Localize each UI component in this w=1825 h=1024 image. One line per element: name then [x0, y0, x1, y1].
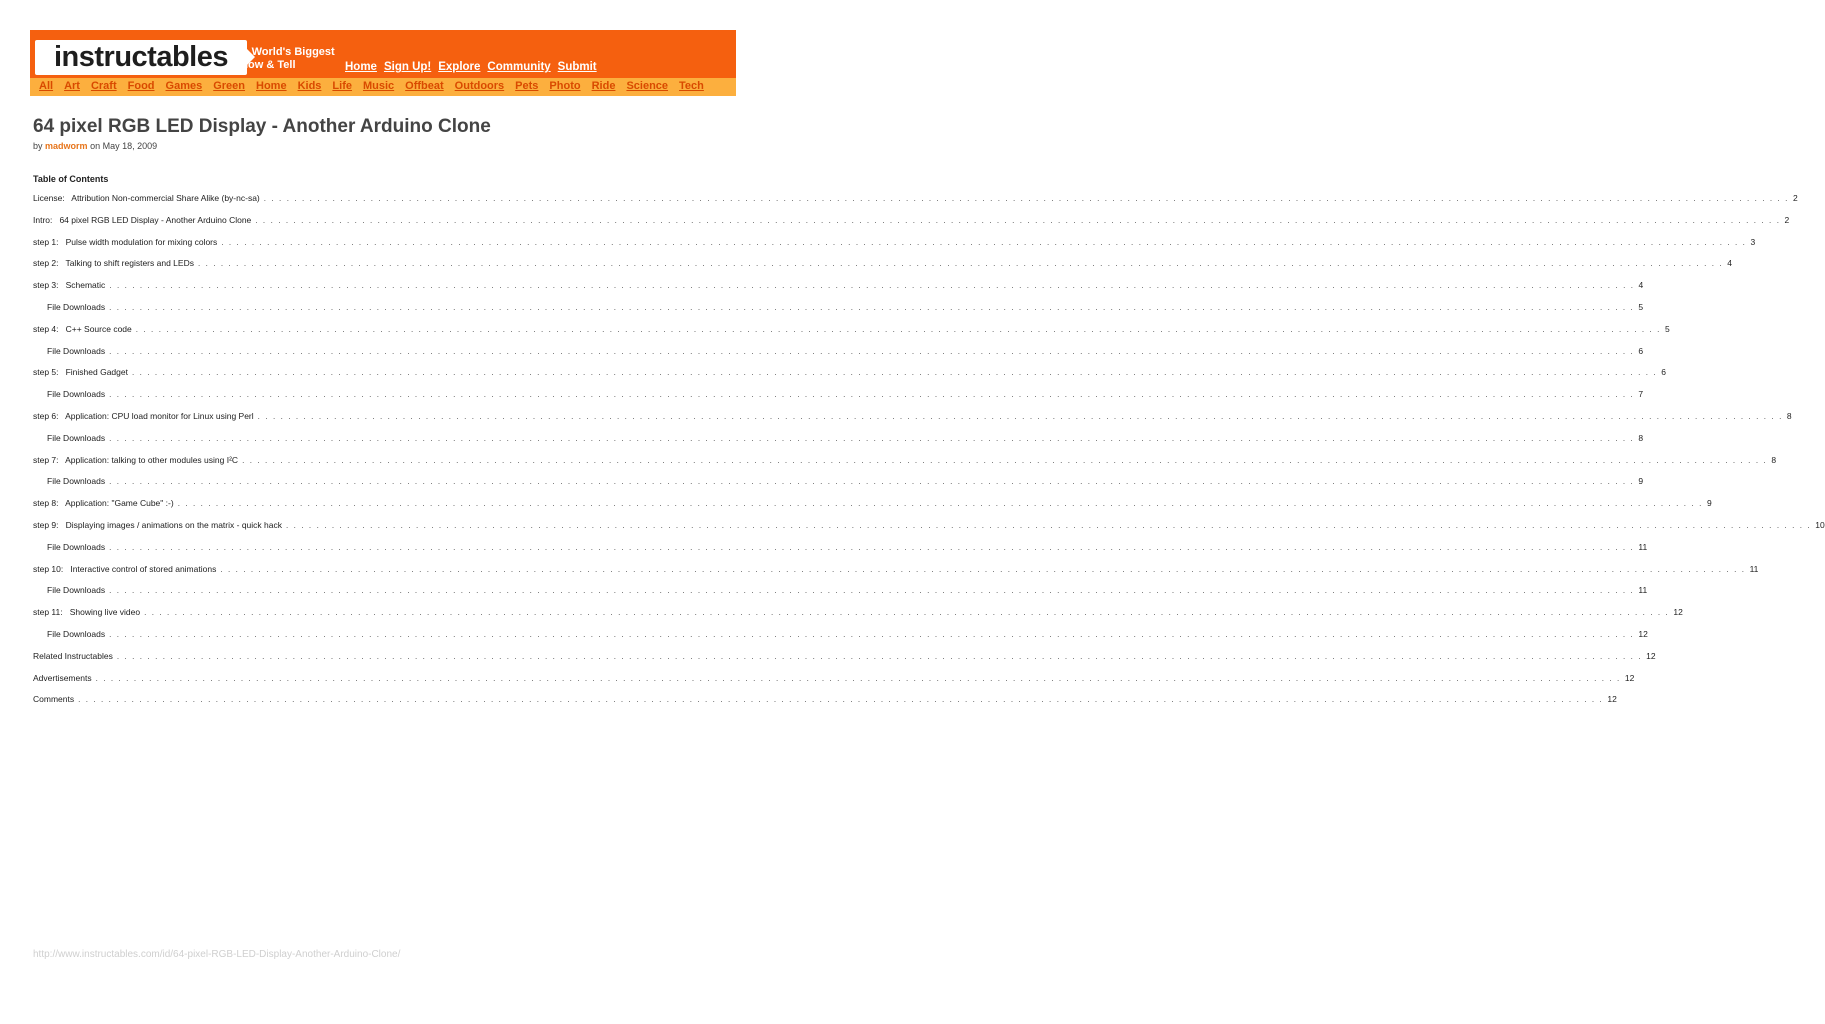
toc-entry-label: step 9: Displaying images / animations on the matrix - quick hack	[33, 519, 282, 530]
toc-leader-dots: . . . . . . . . . . . . . . . . . . . . . . . . . . . . . . . . . . . . . . . . . . . . . . . . . . . . . . . . . . . . . . . . . . . . . . . . . . . . . . . . . . . . . . . . . . . . . . . . . . . . . . . . . . . . . . . . . . . . . . . . . . . . . . . . . . . . . . . . . . . . . . . . . . . . . . . . . . . . . . . . . . . . . . . . . . . . . . . . . . . . . . . . . . . . . . . . . . . . . . . .	[131, 368, 1658, 378]
toc-leader-dots: . . . . . . . . . . . . . . . . . . . . . . . . . . . . . . . . . . . . . . . . . . . . . . . . . . . . . . . . . . . . . . . . . . . . . . . . . . . . . . . . . . . . . . . . . . . . . . . . . . . . . . . . . . . . . . . . . . . . . . . . . . . . . . . . . . . . . . . . . . . . . . . . . . . . . . . . . . . . . . . . . . . . . . . . . . . . . . . . . . . . . . . . . . . . . . . . . . . . . . . .	[285, 520, 1812, 530]
toc-entry-label: step 4: C++ Source code	[33, 323, 132, 334]
toc-entry-label: License: Attribution Non-commercial Share Alike (by-nc-sa)	[33, 193, 260, 203]
toc-leader-dots: . . . . . . . . . . . . . . . . . . . . . . . . . . . . . . . . . . . . . . . . . . . . . . . . . . . . . . . . . . . . . . . . . . . . . . . . . . . . . . . . . . . . . . . . . . . . . . . . . . . . . . . . . . . . . . . . . . . . . . . . . . . . . . . . . . . . . . . . . . . . . . . . . . . . . . . . . . . . . . . . . . . . . . . . . . . . . . . . . . . . . . . . . . . . . . . . . . . . . . . .	[109, 629, 1635, 639]
toc-entry[interactable]	[33, 498, 1712, 520]
toc-entry[interactable]	[33, 650, 1656, 673]
toc-page-number: 11	[1638, 585, 1648, 596]
toc-page-number: 11	[1749, 563, 1759, 574]
toc-entry-label: step 3: Schematic	[33, 280, 106, 291]
toc-entry[interactable]	[33, 236, 1756, 259]
toc-leader-dots: . . . . . . . . . . . . . . . . . . . . . . . . . . . . . . . . . . . . . . . . . . . . . . . . . . . . . . . . . . . . . . . . . . . . . . . . . . . . . . . . . . . . . . . . . . . . . . . . . . . . . . . . . . . . . . . . . . . . . . . . . . . . . . . . . . . . . . . . . . . . . . . . . . . . . . . . . . . . . . . . . . . . . . . . . . . . . . . . . . . . . . . . . . . . . . . . . . . . . . . .	[109, 433, 1635, 443]
toc-entry-label: step 10: Interactive control of stored animations	[33, 563, 217, 574]
toc-page-number: 7	[1638, 389, 1644, 400]
category-link-photo[interactable]: Photo	[549, 80, 581, 92]
instructables-logo[interactable]	[35, 40, 247, 75]
toc-entry[interactable]	[33, 214, 1790, 237]
toc-entry[interactable]	[33, 389, 1644, 411]
toc-entry-label: Comments	[33, 694, 75, 705]
toc-entry-label: File Downloads	[47, 476, 106, 487]
nav-link-submit[interactable]: Submit	[557, 61, 597, 73]
toc-entry[interactable]	[33, 258, 1732, 280]
nav-link-explore[interactable]: Explore	[438, 61, 481, 73]
toc-leader-dots: . . . . . . . . . . . . . . . . . . . . . . . . . . . . . . . . . . . . . . . . . . . . . . . . . . . . . . . . . . . . . . . . . . . . . . . . . . . . . . . . . . . . . . . . . . . . . . . . . . . . . . . . . . . . . . . . . . . . . . . . . . . . . . . . . . . . . . . . . . . . . . . . . . . . . . . . . . . . . . . . . . . . . . . . . . . . . . . . . . . . . . . . . . . . . . . . . . . . . . . .	[109, 302, 1635, 312]
toc-page-number: 12	[1624, 672, 1635, 683]
toc-entry-label: step 6: Application: CPU load monitor for Linux using Perl	[33, 410, 254, 421]
toc-entry[interactable]	[33, 345, 1644, 368]
toc-leader-dots: . . . . . . . . . . . . . . . . . . . . . . . . . . . . . . . . . . . . . . . . . . . . . . . . . . . . . . . . . . . . . . . . . . . . . . . . . . . . . . . . . . . . . . . . . . . . . . . . . . . . . . . . . . . . . . . . . . . . . . . . . . . . . . . . . . . . . . . . . . . . . . . . . . . . . . . . . . . . . . . . . . . . . . . . . . . . . . . . . . . . . . . . . . . . . . . . . . . . . . . .	[197, 259, 1724, 269]
category-link-art[interactable]: Art	[64, 80, 80, 92]
toc-page-number: 12	[1638, 628, 1648, 639]
toc-entry-label: File Downloads	[47, 389, 106, 400]
article-title: 64 pixel RGB LED Display - Another Arduino Clone	[33, 116, 491, 137]
toc-entry[interactable]	[33, 454, 1777, 477]
toc-entry[interactable]	[33, 193, 1798, 215]
byline	[33, 141, 157, 151]
toc-leader-dots: . . . . . . . . . . . . . . . . . . . . . . . . . . . . . . . . . . . . . . . . . . . . . . . . . . . . . . . . . . . . . . . . . . . . . . . . . . . . . . . . . . . . . . . . . . . . . . . . . . . . . . . . . . . . . . . . . . . . . . . . . . . . . . . . . . . . . . . . . . . . . . . . . . . . . . . . . . . . . . . . . . . . . . . . . . . . . . . . . . . . . . . . . . . . . . . . . . . . . . . .	[109, 477, 1635, 487]
toc-leader-dots: . . . . . . . . . . . . . . . . . . . . . . . . . . . . . . . . . . . . . . . . . . . . . . . . . . . . . . . . . . . . . . . . . . . . . . . . . . . . . . . . . . . . . . . . . . . . . . . . . . . . . . . . . . . . . . . . . . . . . . . . . . . . . . . . . . . . . . . . . . . . . . . . . . . . . . . . . . . . . . . . . . . . . . . . . . . . . . . . . . . . . . . . . . . . . . . . . . . . . . . .	[109, 586, 1635, 596]
toc-leader-dots: . . . . . . . . . . . . . . . . . . . . . . . . . . . . . . . . . . . . . . . . . . . . . . . . . . . . . . . . . . . . . . . . . . . . . . . . . . . . . . . . . . . . . . . . . . . . . . . . . . . . . . . . . . . . . . . . . . . . . . . . . . . . . . . . . . . . . . . . . . . . . . . . . . . . . . . . . . . . . . . . . . . . . . . . . . . . . . . . . . . . . . . . . . . . . . . . . . . . . . . .	[109, 542, 1635, 552]
category-link-all[interactable]: All	[39, 80, 54, 92]
toc-page-number: 2	[1784, 214, 1790, 225]
table-of-contents	[33, 193, 1825, 716]
toc-entry-label: File Downloads	[47, 585, 106, 596]
top-navigation	[345, 61, 597, 73]
toc-page-number: 3	[1750, 236, 1756, 247]
toc-entry-label: File Downloads	[47, 345, 106, 356]
toc-entry-label: step 5: Finished Gadget	[33, 367, 128, 378]
toc-page-number: 2	[1793, 193, 1798, 203]
toc-entry[interactable]	[33, 432, 1644, 455]
toc-entry[interactable]	[33, 280, 1644, 302]
category-bar	[30, 78, 736, 96]
toc-entry[interactable]	[33, 672, 1635, 695]
toc-entry[interactable]	[33, 410, 1792, 433]
category-link-life[interactable]: Life	[332, 80, 352, 92]
toc-page-number: 9	[1706, 498, 1712, 509]
toc-page-number: 8	[1786, 410, 1792, 421]
toc-entry-label: step 1: Pulse width modulation for mixing colors	[33, 236, 218, 247]
toc-leader-dots: . . . . . . . . . . . . . . . . . . . . . . . . . . . . . . . . . . . . . . . . . . . . . . . . . . . . . . . . . . . . . . . . . . . . . . . . . . . . . . . . . . . . . . . . . . . . . . . . . . . . . . . . . . . . . . . . . . . . . . . . . . . . . . . . . . . . . . . . . . . . . . . . . . . . . . . . . . . . . . . . . . . . . . . . . . . . . . . . . . . . . . . . . . . . . . . . . . . . . . . .	[257, 411, 1783, 421]
toc-page-number: 11	[1638, 541, 1648, 552]
toc-page-number: 12	[1607, 694, 1617, 705]
toc-leader-dots: . . . . . . . . . . . . . . . . . . . . . . . . . . . . . . . . . . . . . . . . . . . . . . . . . . . . . . . . . . . . . . . . . . . . . . . . . . . . . . . . . . . . . . . . . . . . . . . . . . . . . . . . . . . . . . . . . . . . . . . . . . . . . . . . . . . . . . . . . . . . . . . . . . . . . . . . . . . . . . . . . . . . . . . . . . . . . . . . . . . . . . . . . . . . . . . . . . . . . . . .	[144, 608, 1670, 618]
toc-entry[interactable]	[33, 607, 1683, 629]
toc-entry[interactable]	[33, 519, 1825, 542]
toc-leader-dots: . . . . . . . . . . . . . . . . . . . . . . . . . . . . . . . . . . . . . . . . . . . . . . . . . . . . . . . . . . . . . . . . . . . . . . . . . . . . . . . . . . . . . . . . . . . . . . . . . . . . . . . . . . . . . . . . . . . . . . . . . . . . . . . . . . . . . . . . . . . . . . . . . . . . . . . . . . . . . . . . . . . . . . . . . . . . . . . . . . . . . . . . . . . . . . . . . . . . . . . .	[109, 390, 1635, 400]
toc-leader-dots: . . . . . . . . . . . . . . . . . . . . . . . . . . . . . . . . . . . . . . . . . . . . . . . . . . . . . . . . . . . . . . . . . . . . . . . . . . . . . . . . . . . . . . . . . . . . . . . . . . . . . . . . . . . . . . . . . . . . . . . . . . . . . . . . . . . . . . . . . . . . . . . . . . . . . . . . . . . . . . . . . . . . . . . . . . . . . . . . . . . . . . . . . . . . . . . . . . . . . . . .	[220, 564, 1746, 574]
toc-entry[interactable]	[33, 585, 1648, 607]
toc-entry[interactable]	[33, 563, 1759, 586]
category-link-pets[interactable]: Pets	[515, 80, 539, 92]
toc-entry-label: step 2: Talking to shift registers and LEDs	[33, 258, 194, 269]
logo-text: instructables	[54, 41, 228, 73]
category-link-home[interactable]: Home	[256, 80, 287, 92]
category-link-offbeat[interactable]: Offbeat	[405, 80, 444, 92]
toc-entry-label: step 8: Application: "Game Cube" :-)	[33, 498, 174, 509]
category-link-games[interactable]: Games	[165, 80, 203, 92]
toc-page-number: 9	[1638, 476, 1644, 487]
toc-leader-dots: . . . . . . . . . . . . . . . . . . . . . . . . . . . . . . . . . . . . . . . . . . . . . . . . . . . . . . . . . . . . . . . . . . . . . . . . . . . . . . . . . . . . . . . . . . . . . . . . . . . . . . . . . . . . . . . . . . . . . . . . . . . . . . . . . . . . . . . . . . . . . . . . . . . . . . . . . . . . . . . . . . . . . . . . . . . . . . . . . . . . . . . . . . . . . . . . . . . . . . . .	[263, 194, 1790, 203]
toc-entry-label: File Downloads	[47, 628, 106, 639]
category-links	[30, 78, 736, 92]
toc-page-number: 6	[1638, 345, 1644, 356]
toc-entry[interactable]	[33, 541, 1648, 564]
toc-leader-dots: . . . . . . . . . . . . . . . . . . . . . . . . . . . . . . . . . . . . . . . . . . . . . . . . . . . . . . . . . . . . . . . . . . . . . . . . . . . . . . . . . . . . . . . . . . . . . . . . . . . . . . . . . . . . . . . . . . . . . . . . . . . . . . . . . . . . . . . . . . . . . . . . . . . . . . . . . . . . . . . . . . . . . . . . . . . . . . . . . . . . . . . . . . . . . . . . . . . . . . . .	[109, 346, 1635, 356]
toc-entry-label: step 11: Showing live video	[33, 607, 141, 618]
toc-entry-label: File Downloads	[47, 541, 106, 552]
toc-entry[interactable]	[33, 628, 1648, 651]
tagline-line-2: Show & Tell	[234, 59, 296, 71]
toc-page-number: 5	[1638, 301, 1644, 312]
toc-page-number: 12	[1646, 650, 1656, 661]
toc-page-number: 6	[1661, 367, 1666, 378]
toc-entry[interactable]	[33, 476, 1644, 498]
toc-entry-label: File Downloads	[47, 432, 106, 443]
toc-entry-label: Related Instructables	[33, 650, 113, 661]
tagline-line-1: The World's Biggest	[229, 46, 335, 58]
toc-entry[interactable]	[33, 694, 1617, 716]
nav-link-home[interactable]: Home	[345, 61, 377, 73]
nav-link-sign-up[interactable]: Sign Up!	[383, 61, 432, 73]
toc-page-number: 10	[1815, 519, 1825, 530]
toc-leader-dots: . . . . . . . . . . . . . . . . . . . . . . . . . . . . . . . . . . . . . . . . . . . . . . . . . . . . . . . . . . . . . . . . . . . . . . . . . . . . . . . . . . . . . . . . . . . . . . . . . . . . . . . . . . . . . . . . . . . . . . . . . . . . . . . . . . . . . . . . . . . . . . . . . . . . . . . . . . . . . . . . . . . . . . . . . . . . . . . . . . . . . . . . . . . . . . . . . . . . . . . .	[177, 499, 1703, 509]
toc-page-number: 12	[1673, 607, 1683, 618]
category-link-craft[interactable]: Craft	[90, 80, 117, 92]
toc-leader-dots: . . . . . . . . . . . . . . . . . . . . . . . . . . . . . . . . . . . . . . . . . . . . . . . . . . . . . . . . . . . . . . . . . . . . . . . . . . . . . . . . . . . . . . . . . . . . . . . . . . . . . . . . . . . . . . . . . . . . . . . . . . . . . . . . . . . . . . . . . . . . . . . . . . . . . . . . . . . . . . . . . . . . . . . . . . . . . . . . . . . . . . . . . . . . . . . . . . . . . . . .	[221, 237, 1747, 247]
category-link-food[interactable]: Food	[127, 80, 155, 92]
publish-date: on May 18, 2009	[90, 141, 158, 151]
toc-page-number: 8	[1771, 454, 1777, 465]
toc-entry-label: Advertisements	[33, 672, 92, 683]
tagline	[229, 46, 339, 72]
category-link-music[interactable]: Music	[362, 80, 395, 92]
category-link-outdoors[interactable]: Outdoors	[454, 80, 505, 92]
category-link-tech[interactable]: Tech	[679, 80, 704, 92]
toc-leader-dots: . . . . . . . . . . . . . . . . . . . . . . . . . . . . . . . . . . . . . . . . . . . . . . . . . . . . . . . . . . . . . . . . . . . . . . . . . . . . . . . . . . . . . . . . . . . . . . . . . . . . . . . . . . . . . . . . . . . . . . . . . . . . . . . . . . . . . . . . . . . . . . . . . . . . . . . . . . . . . . . . . . . . . . . . . . . . . . . . . . . . . . . . . . . . . . . . . . . . . . . .	[242, 455, 1768, 465]
toc-page-number: 4	[1727, 258, 1732, 269]
site-header-banner	[30, 30, 736, 96]
toc-entry-label: File Downloads	[47, 301, 106, 312]
footer-url[interactable]: http://www.instructables.com/id/64-pixel-RGB-LED-Display-Another-Arduino-Clone/	[33, 949, 401, 960]
toc-entry[interactable]	[33, 301, 1644, 324]
toc-entry-label: step 7: Application: talking to other modules using I²C	[33, 454, 239, 465]
nav-link-community[interactable]: Community	[487, 61, 551, 73]
toc-entry-label: Intro: 64 pixel RGB LED Display - Another Arduino Clone	[33, 214, 252, 225]
category-link-science[interactable]: Science	[626, 80, 669, 92]
byline-prefix: by	[33, 141, 43, 151]
toc-leader-dots: . . . . . . . . . . . . . . . . . . . . . . . . . . . . . . . . . . . . . . . . . . . . . . . . . . . . . . . . . . . . . . . . . . . . . . . . . . . . . . . . . . . . . . . . . . . . . . . . . . . . . . . . . . . . . . . . . . . . . . . . . . . . . . . . . . . . . . . . . . . . . . . . . . . . . . . . . . . . . . . . . . . . . . . . . . . . . . . . . . . . . . . . . . . . . . . . . . . . . . . .	[255, 215, 1781, 225]
category-link-kids[interactable]: Kids	[297, 80, 322, 92]
toc-page-number: 8	[1638, 432, 1644, 443]
toc-heading: Table of Contents	[33, 174, 109, 184]
category-link-green[interactable]: Green	[213, 80, 246, 92]
toc-entry[interactable]	[33, 323, 1670, 346]
toc-leader-dots: . . . . . . . . . . . . . . . . . . . . . . . . . . . . . . . . . . . . . . . . . . . . . . . . . . . . . . . . . . . . . . . . . . . . . . . . . . . . . . . . . . . . . . . . . . . . . . . . . . . . . . . . . . . . . . . . . . . . . . . . . . . . . . . . . . . . . . . . . . . . . . . . . . . . . . . . . . . . . . . . . . . . . . . . . . . . . . . . . . . . . . . . . . . . . . . . . . . . . . . .	[135, 324, 1662, 334]
toc-leader-dots: . . . . . . . . . . . . . . . . . . . . . . . . . . . . . . . . . . . . . . . . . . . . . . . . . . . . . . . . . . . . . . . . . . . . . . . . . . . . . . . . . . . . . . . . . . . . . . . . . . . . . . . . . . . . . . . . . . . . . . . . . . . . . . . . . . . . . . . . . . . . . . . . . . . . . . . . . . . . . . . . . . . . . . . . . . . . . . . . . . . . . . . . . . . . . . . . . . . . . . . .	[109, 281, 1635, 291]
toc-leader-dots: . . . . . . . . . . . . . . . . . . . . . . . . . . . . . . . . . . . . . . . . . . . . . . . . . . . . . . . . . . . . . . . . . . . . . . . . . . . . . . . . . . . . . . . . . . . . . . . . . . . . . . . . . . . . . . . . . . . . . . . . . . . . . . . . . . . . . . . . . . . . . . . . . . . . . . . . . . . . . . . . . . . . . . . . . . . . . . . . . . . . . . . . . . . . . . . . . . . . . . . .	[116, 651, 1643, 661]
toc-page-number: 4	[1638, 280, 1644, 291]
toc-page-number: 5	[1665, 323, 1670, 334]
author-link[interactable]: madworm	[45, 141, 88, 151]
category-link-ride[interactable]: Ride	[591, 80, 616, 92]
toc-leader-dots: . . . . . . . . . . . . . . . . . . . . . . . . . . . . . . . . . . . . . . . . . . . . . . . . . . . . . . . . . . . . . . . . . . . . . . . . . . . . . . . . . . . . . . . . . . . . . . . . . . . . . . . . . . . . . . . . . . . . . . . . . . . . . . . . . . . . . . . . . . . . . . . . . . . . . . . . . . . . . . . . . . . . . . . . . . . . . . . . . . . . . . . . . . . . . . . . . . . . . . . .	[78, 695, 1604, 705]
toc-leader-dots: . . . . . . . . . . . . . . . . . . . . . . . . . . . . . . . . . . . . . . . . . . . . . . . . . . . . . . . . . . . . . . . . . . . . . . . . . . . . . . . . . . . . . . . . . . . . . . . . . . . . . . . . . . . . . . . . . . . . . . . . . . . . . . . . . . . . . . . . . . . . . . . . . . . . . . . . . . . . . . . . . . . . . . . . . . . . . . . . . . . . . . . . . . . . . . . . . . . . . . . .	[95, 673, 1621, 683]
toc-entry[interactable]	[33, 367, 1666, 389]
